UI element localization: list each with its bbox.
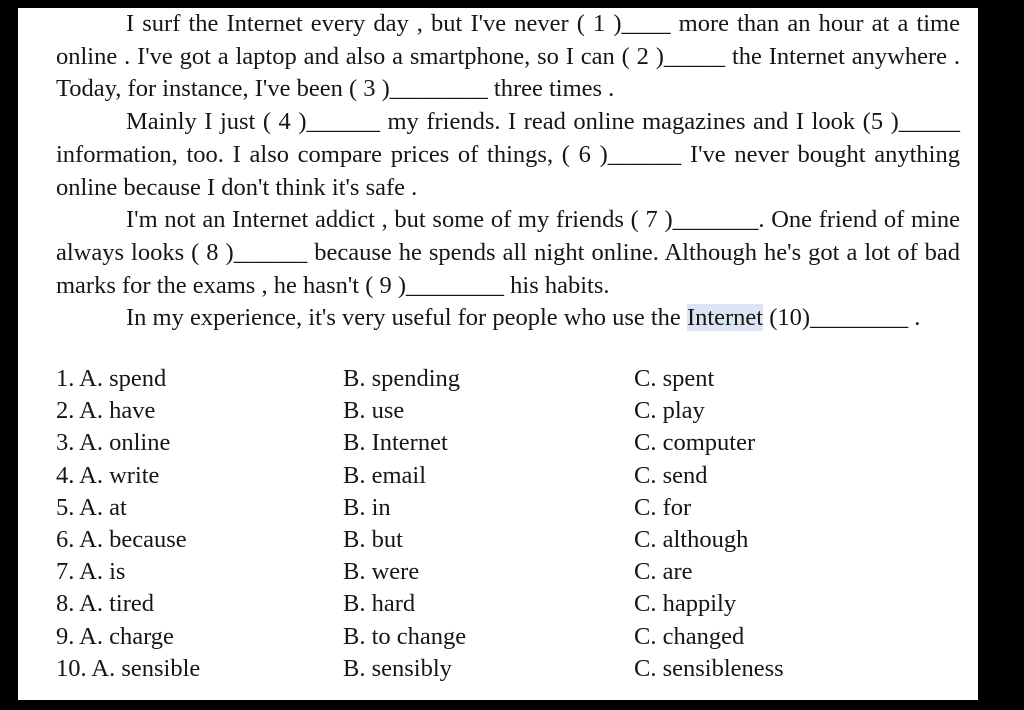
option-1-b: B. spending (343, 365, 461, 392)
option-3-c: C. computer (634, 429, 756, 457)
option-7-c: C. are (634, 558, 693, 586)
option-4-c: C. send (634, 461, 708, 489)
option-row-1 (56, 363, 960, 395)
option-2-b: B. use (343, 397, 405, 425)
option-6-b: B. but (343, 525, 403, 553)
option-4-b: B. email (343, 461, 427, 489)
option-row-5 (56, 492, 960, 524)
paragraph-4-blank: (10)________ . (763, 304, 921, 332)
reading-passage (56, 8, 960, 335)
option-3-a: 3. A. online (56, 429, 171, 457)
option-5-b: B. in (343, 493, 391, 521)
option-row-7 (56, 556, 960, 588)
option-9-c: C. changed (634, 622, 745, 650)
option-9-a: 9. A. charge (56, 622, 174, 650)
option-7-a: 7. A. is (56, 558, 126, 586)
highlighted-word: Internet (686, 304, 764, 332)
option-row-3 (56, 427, 960, 459)
paragraph-4 (56, 302, 960, 335)
option-8-b: B. hard (343, 590, 416, 618)
option-10-b: B. sensibly (343, 654, 452, 682)
paragraph-2: Mainly I just ( 4 )______ my friends. I read online magazines and I look (5 )_____ information, too. I also compare prices of things, ( 6 )______ I've never bought anything online because I don't think it's safe . (56, 108, 960, 201)
top-border (0, 0, 1024, 8)
option-row-4 (56, 460, 960, 492)
option-4-a: 4. A. write (56, 461, 160, 489)
option-3-b: B. Internet (343, 429, 448, 457)
option-1-a: 1. A. spend (56, 365, 167, 392)
option-7-b: B. were (343, 558, 420, 586)
option-9-b: B. to change (343, 622, 467, 650)
paragraph-3: I'm not an Internet addict , but some of my friends ( 7 )_______. One friend of mine always looks ( 8 )______ because he spends all night online. Although he's got a lot of bad marks for the exams , he hasn't ( 9 )________ his habits. (56, 206, 960, 299)
option-row-6 (56, 524, 960, 556)
option-6-a: 6. A. because (56, 525, 187, 553)
option-2-a: 2. A. have (56, 397, 156, 425)
option-10-c: C. sensibleness (634, 654, 784, 682)
option-2-c: C. play (634, 397, 705, 425)
option-5-c: C. for (634, 493, 692, 521)
option-row-2 (56, 395, 960, 427)
answer-options (56, 363, 960, 685)
option-1-c: C. spent (634, 365, 715, 392)
option-row-9 (56, 621, 960, 653)
paragraph-4-text: In my experience, it's very useful for people who use the (126, 304, 687, 332)
option-8-a: 8. A. tired (56, 590, 154, 618)
option-row-10 (56, 653, 960, 685)
option-10-a: 10. A. sensible (56, 654, 201, 682)
option-5-a: 5. A. at (56, 493, 127, 521)
paragraph-1: I surf the Internet every day , but I've never ( 1 )____ more than an hour at a time online . I've got a laptop and also a smartphone, so I can ( 2 )_____ the Internet anywhere . Today, for instance, I've been ( 3 )________ three times . (56, 10, 960, 103)
document-page (18, 8, 978, 700)
option-row-8 (56, 588, 960, 620)
option-8-c: C. happily (634, 590, 737, 618)
option-6-c: C. although (634, 525, 749, 553)
